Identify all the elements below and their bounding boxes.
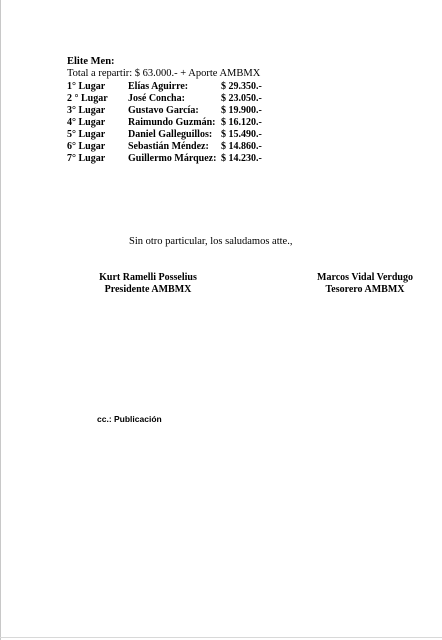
result-row — [67, 93, 307, 105]
result-row — [67, 105, 307, 117]
total-prize-line: Total a repartir: $ 63.000.- + Aporte AMBMX — [67, 68, 261, 79]
result-row — [67, 141, 307, 153]
result-name: Raimundo Guzmán: — [128, 117, 216, 128]
result-name: Elías Aguirre: — [128, 81, 189, 92]
result-place: 5° Lugar — [67, 129, 106, 140]
result-place: 1° Lugar — [67, 81, 106, 92]
result-row — [67, 153, 307, 165]
result-name: Gustavo García: — [128, 105, 199, 116]
result-row — [67, 117, 307, 129]
result-amount: $ 14.230.- — [221, 153, 262, 164]
result-place: 2 ° Lugar — [67, 93, 108, 104]
section-title: Elite Men: — [67, 56, 115, 67]
signature-name: Kurt Ramelli Posselius — [99, 272, 197, 283]
signature-treasurer — [305, 272, 425, 296]
closing-line: Sin otro particular, los saludamos atte., — [129, 236, 293, 247]
cc-line: cc.: Publicación — [97, 414, 162, 424]
result-name: José Concha: — [128, 93, 185, 104]
result-row — [67, 129, 307, 141]
result-name: Guillermo Márquez: — [128, 153, 217, 164]
page-bottom-edge — [0, 637, 442, 638]
result-place: 6° Lugar — [67, 141, 106, 152]
result-name: Sebastián Méndez: — [128, 141, 209, 152]
result-name: Daniel Galleguillos: — [128, 129, 213, 140]
result-place: 7° Lugar — [67, 153, 106, 164]
result-amount: $ 14.860.- — [221, 141, 262, 152]
signature-role: Presidente AMBMX — [104, 284, 192, 295]
result-amount: $ 29.350.- — [221, 81, 262, 92]
result-amount: $ 23.050.- — [221, 93, 262, 104]
result-amount: $ 15.490.- — [221, 129, 262, 140]
result-amount: $ 16.120.- — [221, 117, 262, 128]
signature-president — [88, 272, 208, 296]
results-list — [67, 81, 307, 165]
result-place: 4° Lugar — [67, 117, 106, 128]
signature-role: Tesorero AMBMX — [325, 284, 405, 295]
signature-name: Marcos Vidal Verdugo — [317, 272, 413, 283]
result-place: 3° Lugar — [67, 105, 106, 116]
page-left-edge — [0, 0, 1, 640]
result-row — [67, 81, 307, 93]
result-amount: $ 19.900.- — [221, 105, 262, 116]
